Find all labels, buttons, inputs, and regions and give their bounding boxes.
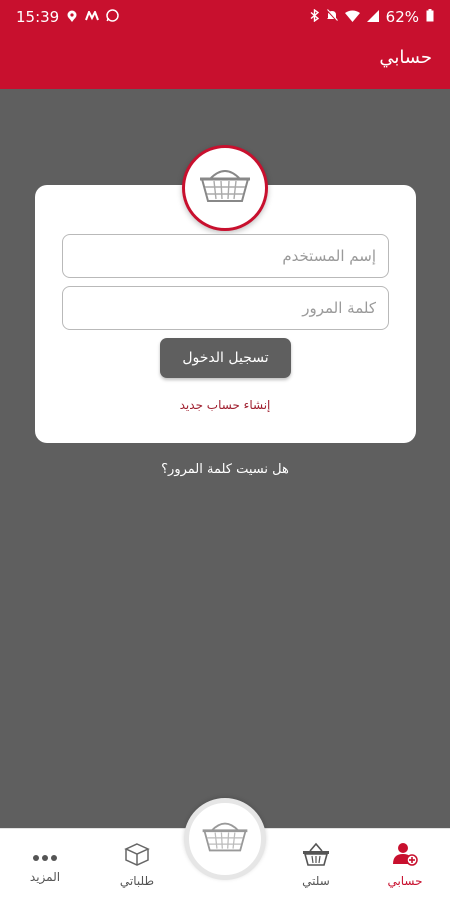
basket-logo <box>182 145 268 231</box>
username-field[interactable] <box>62 234 389 278</box>
basket-logo-icon <box>196 167 254 209</box>
location-icon <box>66 10 78 25</box>
wifi-icon <box>345 10 360 25</box>
whatsapp-icon <box>106 9 119 25</box>
nav-item-account[interactable] <box>365 835 445 895</box>
nav-label-more: المزيد <box>29 869 61 884</box>
status-right <box>310 8 434 26</box>
nav-label-orders: طلباتي <box>119 874 155 888</box>
box-icon <box>124 842 150 870</box>
user-add-icon <box>392 842 418 870</box>
nav-item-orders[interactable] <box>97 835 177 895</box>
basket-icon <box>302 842 330 870</box>
more-dots-icon <box>32 847 58 866</box>
mute-icon <box>326 9 338 25</box>
center-home-button[interactable] <box>184 798 266 880</box>
signal-icon <box>367 10 379 25</box>
login-button[interactable]: تسجيل الدخول <box>160 338 291 378</box>
status-time: 15:39 <box>16 8 60 26</box>
m-app-icon <box>85 11 99 24</box>
nav-item-cart[interactable] <box>276 835 356 895</box>
nav-label-cart: سلتي <box>302 874 330 888</box>
status-left <box>16 8 119 26</box>
status-bar <box>0 0 450 34</box>
bluetooth-icon <box>310 9 319 25</box>
battery-icon <box>426 9 434 25</box>
basket-logo-icon <box>199 820 251 858</box>
create-account-link[interactable]: إنشاء حساب جديد <box>179 398 271 412</box>
nav-label-account: حسابي <box>387 874 423 888</box>
page-title: حسابي <box>379 47 432 68</box>
password-field[interactable] <box>62 286 389 330</box>
nav-item-more[interactable] <box>5 835 85 895</box>
app-header <box>0 0 450 89</box>
forgot-password-link[interactable]: هل نسيت كلمة المرور؟ <box>161 462 289 477</box>
battery-percent: 62% <box>385 8 419 26</box>
